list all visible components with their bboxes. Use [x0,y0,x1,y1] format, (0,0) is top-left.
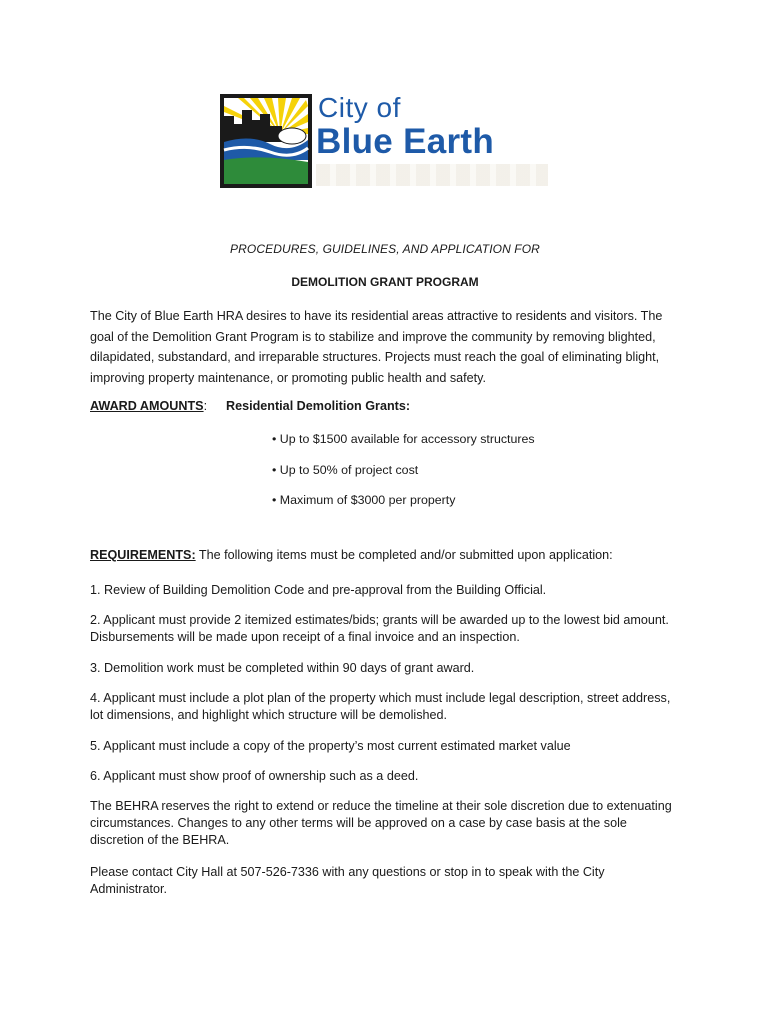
award-title: Residential Demolition Grants: [226,399,411,413]
requirement-item: 5. Applicant must include a copy of the property’s most current estimated market value [90,739,571,753]
logo-line2: Blue Earth [316,122,495,161]
requirement-item: 3. Demolition work must be completed within 90 days of grant award. [90,661,475,675]
award-bullet: • Up to $1500 available for accessory structures [272,432,535,446]
requirements-label: REQUIREMENTS: [90,548,196,562]
document-subtitle: PROCEDURES, GUIDELINES, AND APPLICATION FOR [230,242,540,256]
logo-watermark [316,164,548,186]
requirements-intro: The following items must be completed and/or submitted upon application: [195,548,613,562]
requirements-heading [90,548,690,562]
logo-line1: City of [318,92,401,123]
award-amounts-label-text: AWARD AMOUNTS [90,399,204,413]
intro-paragraph: The City of Blue Earth HRA desires to have its residential areas attractive to residents and visitors. The goal of the Demolition Grant Program is to stabilize and improve the community by removing blighted, dilapidated, substandard, and irreparable structures. Projects must reach the goal of eliminating blight, improving property maintenance, or promoting public health and safety. [90,309,663,385]
contact-paragraph: Please contact City Hall at 507-526-7336 with any questions or stop in to speak with the City Administrator. [90,865,605,896]
requirement-item: 1. Review of Building Demolition Code and pre-approval from the Building Official. [90,583,547,597]
logo-wordmark [316,92,550,192]
requirement-item: 2. Applicant must provide 2 itemized estimates/bids; grants will be awarded up to the lowest bid amount. Disbursements will be made upon receipt of a final invoice and an inspection. [90,613,669,644]
document-title: DEMOLITION GRANT PROGRAM [291,275,479,289]
requirement-item: 4. Applicant must include a plot plan of the property which must include legal description, street address, lot dimensions, and highlight which structure will be demolished. [90,691,671,722]
city-logo [220,92,550,192]
behra-note-paragraph: The BEHRA reserves the right to extend or reduce the timeline at their sole discretion due to extenuating circumstances. Changes to any other terms will be approved on a case by case basis at the sole discretion of the BEHRA. [90,799,672,847]
award-amounts-label [90,399,207,413]
city-emblem-icon [220,94,312,188]
award-bullet: • Up to 50% of project cost [272,463,419,477]
award-bullet: • Maximum of $3000 per property [272,493,456,507]
award-amounts-colon: : [203,399,208,413]
requirement-item: 6. Applicant must show proof of ownership such as a deed. [90,769,419,783]
